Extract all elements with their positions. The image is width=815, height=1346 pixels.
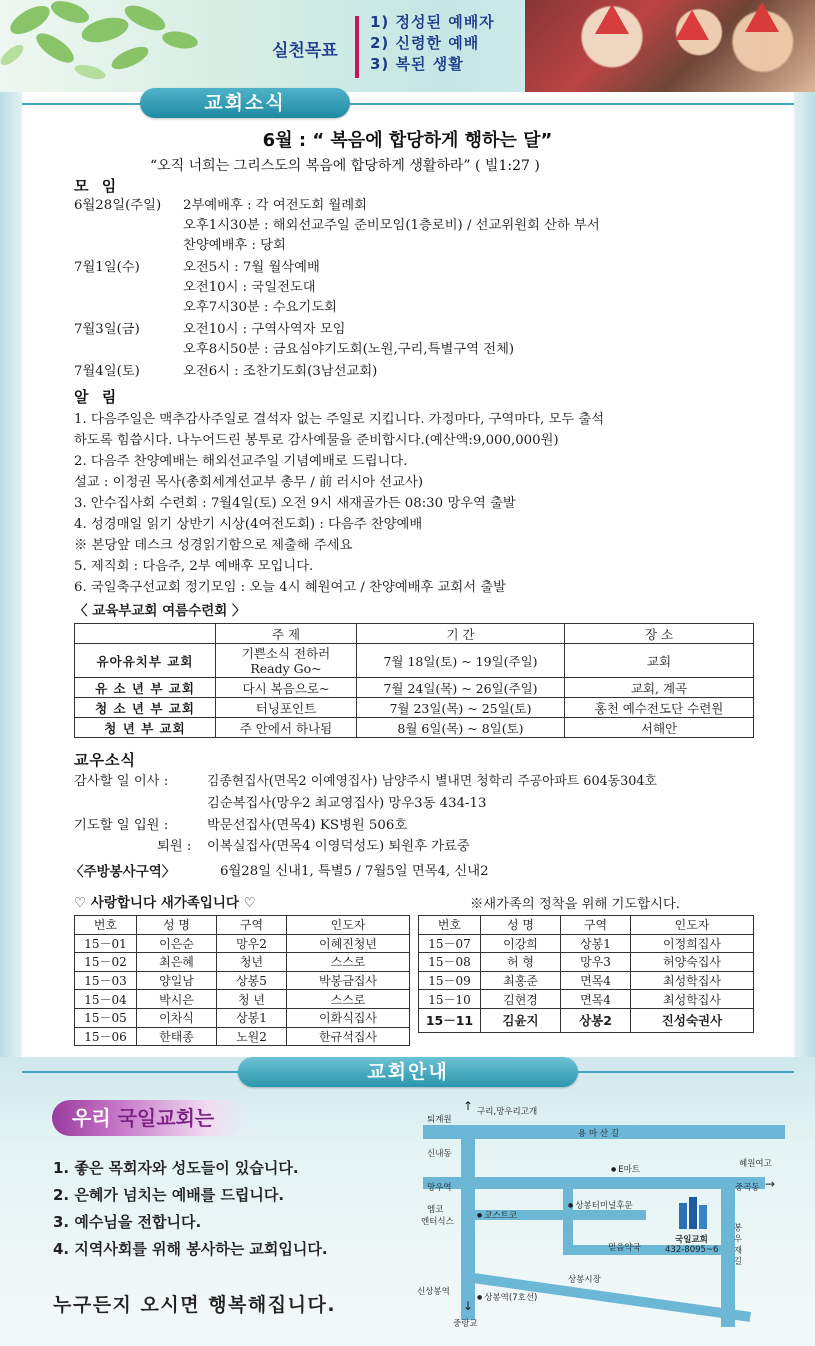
cell-guide: 진성숙권사	[631, 1008, 754, 1032]
cell-number: 15－02	[75, 953, 137, 972]
cell-guide: 허양숙집사	[631, 953, 754, 972]
table-row	[419, 990, 754, 1009]
guide-item: 4. 지역사회를 위해 봉사하는 교회입니다.	[53, 1240, 328, 1258]
meeting-text: 오후7시30분 : 수요기도회	[183, 300, 337, 315]
meeting-text: 찬양예배후 : 당회	[183, 238, 286, 253]
cell-district: 청 년	[217, 990, 287, 1009]
choir-photo	[525, 0, 815, 92]
notice-line: 설교 : 이정권 목사(총회세계선교부 총무 / 前 러시아 선교사)	[74, 475, 424, 490]
notice-line: 2. 다음주 찬양예배는 해외선교주일 기념예배로 드립니다.	[74, 454, 408, 469]
map-label-terminal: ● 상봉터미널후문	[568, 1199, 633, 1211]
member-label: 퇴원 :	[157, 839, 192, 854]
cell-guide: 이화식집사	[287, 1008, 410, 1027]
church-building-icon	[675, 1195, 711, 1231]
map-label-top-dest: 구리,망우리고개	[477, 1107, 538, 1117]
retreat-heading: 〈 교육부교회 여름수련회 〉	[74, 603, 246, 619]
cell-number: 15－08	[419, 953, 481, 972]
month-title: 6월 : “ 복음에 합당하게 행하는 달”	[262, 130, 553, 151]
church-badge	[52, 1100, 248, 1136]
santa-hat-icon	[675, 10, 709, 40]
notice-line: 하도록 힘씁시다. 나누어드린 봉투로 감사예물을 준비합시다.(예산액:9,000,000원)	[74, 433, 559, 448]
goal-list	[370, 12, 495, 75]
right-arrow-icon: →	[765, 1177, 776, 1191]
map-label-road-bongu: 봉 우 재 길	[732, 1223, 742, 1266]
cell-guide: 최성학집사	[631, 971, 754, 990]
table-header: 장 소	[565, 624, 754, 644]
table-row	[75, 953, 410, 972]
table-row	[419, 953, 754, 972]
table-header: 인도자	[287, 916, 410, 935]
header-banner	[0, 0, 815, 92]
leaves-decoration	[0, 0, 210, 92]
dept-cell: 청 소 년 부 교회	[75, 698, 216, 718]
map-label-sangbong7: ● 상봉역(7호선)	[477, 1291, 537, 1303]
table-row	[75, 990, 410, 1009]
notice-line: 6. 국일축구선교회 정기모임 : 오늘 4시 혜원여고 / 찬양예배후 교회서 출발	[74, 580, 507, 595]
cell-number: 15－03	[75, 971, 137, 990]
map-label-junggokdong: 중곡동	[735, 1183, 760, 1193]
cell-guide: 스스로	[287, 953, 410, 972]
cell-guide: 이혜진청년	[287, 934, 410, 953]
table-header: 인도자	[631, 916, 754, 935]
cell-name: 이강희	[481, 934, 561, 953]
map-label-mangu: 망우역	[427, 1183, 452, 1193]
retreat-table	[74, 623, 754, 738]
table-header-row	[75, 624, 754, 644]
table-header: 번호	[75, 916, 137, 935]
table-row	[75, 1027, 410, 1046]
kitchen-label: 〈주방봉사구역〉	[70, 864, 176, 880]
map-label-entersix: 엔터식스	[421, 1217, 454, 1227]
meeting-text: 오후8시50분 : 금요심야기도회(노원,구리,특별구역 전체)	[183, 342, 515, 357]
cell-district: 노원2	[217, 1027, 287, 1046]
cell-district: 망우3	[561, 953, 631, 972]
theme-line: Ready Go~	[250, 660, 322, 676]
cell-guide: 스스로	[287, 990, 410, 1009]
dept-cell: 유 소 년 부 교회	[75, 678, 216, 698]
guide-item: 3. 예수님을 전합니다.	[53, 1213, 202, 1231]
period-cell: 7월 23일(목) ~ 25일(토)	[357, 698, 565, 718]
member-label: 기도할 일 입원 :	[74, 818, 169, 833]
notice-line: 5. 제직회 : 다음주, 2부 예배후 모입니다.	[74, 559, 314, 574]
location-map	[413, 1095, 785, 1335]
map-label-road-yongmasan: 용 마 산 길	[578, 1129, 619, 1139]
map-label-hyewon: 혜원여고	[739, 1159, 772, 1169]
period-cell: 7월 18일(토) ~ 19일(주일)	[357, 644, 565, 678]
cell-district: 면목4	[561, 971, 631, 990]
meeting-text: 오후1시30분 : 해외선교주일 준비모임(1층로비) / 선교위원회 산하 부서	[183, 218, 600, 233]
meeting-text: 오전10시 : 구역사역자 모임	[183, 322, 346, 337]
notice-line: 1. 다음주일은 맥추감사주일로 결석자 없는 주일로 지킵니다. 가정마다, 구역마다, 모두 출석	[74, 412, 605, 427]
meeting-date: 7월1일(수)	[74, 260, 140, 275]
cell-name: 박시은	[137, 990, 217, 1009]
month-verse: “오직 너희는 그리스도의 복음에 합당하게 생활하라” ( 빌1:27 )	[150, 158, 540, 174]
table-header: 구역	[561, 916, 631, 935]
table-row	[75, 1008, 410, 1027]
table-row	[419, 971, 754, 990]
cell-district: 상봉1	[217, 1008, 287, 1027]
table-row	[75, 698, 754, 718]
dept-cell: 유아유치부 교회	[75, 644, 216, 678]
notice-line: 3. 안수집사회 수련회 : 7월4일(토) 오전 9시 새재골가든 08:30 망우역 출발	[74, 496, 516, 511]
place-cell: 서해안	[565, 718, 754, 738]
cell-name: 이은순	[137, 934, 217, 953]
member-text: 박문선집사(면목4) KS병원 506호	[207, 818, 408, 833]
guide-item: 1. 좋은 목회자와 성도들이 있습니다.	[53, 1159, 299, 1177]
up-arrow-icon: ↑	[463, 1099, 474, 1113]
map-label-costco: ● 코스트코	[477, 1209, 517, 1221]
cell-district: 상봉2	[561, 1008, 631, 1032]
notice-line: ※ 본당앞 데스크 성경읽기함으로 제출해 주세요	[74, 538, 353, 553]
cell-number: 15－04	[75, 990, 137, 1009]
table-row	[419, 1008, 754, 1032]
church-label-name: 국일교회는	[117, 1106, 215, 1130]
goal-label: 실천목표	[272, 41, 338, 61]
map-label-toegyewon: 퇴계원	[427, 1115, 452, 1125]
map-label-sinsangbong: 신상봉역	[417, 1287, 450, 1297]
table-header: 번호	[419, 916, 481, 935]
member-text: 김순복집사(망우2 최교영집사) 망우3동 434-13	[207, 796, 487, 811]
cell-number: 15－05	[75, 1008, 137, 1027]
cell-name: 한태종	[137, 1027, 217, 1046]
theme-cell	[216, 644, 357, 678]
meeting-text: 오전10시 : 국일전도대	[183, 280, 316, 295]
news-divider	[22, 103, 794, 105]
santa-hat-icon	[595, 4, 629, 34]
table-header: 기 간	[357, 624, 565, 644]
map-label-emart: ● E마트	[611, 1163, 640, 1175]
map-label-pharmacy: 믿음약국	[608, 1243, 641, 1253]
cell-district: 면목4	[561, 990, 631, 1009]
table-header-row	[419, 916, 754, 935]
member-label: 감사할 일 이사 :	[74, 774, 169, 789]
newcomers-table-left	[74, 915, 410, 1046]
table-header: 주 제	[216, 624, 357, 644]
period-cell: 8월 6일(목) ~ 8일(토)	[357, 718, 565, 738]
down-arrow-icon: ↓	[463, 1299, 474, 1313]
cell-guide: 이정희집사	[631, 934, 754, 953]
cell-number: 15－10	[419, 990, 481, 1009]
table-header	[75, 624, 216, 644]
map-label-bottom-dest: 중랑교	[453, 1319, 478, 1329]
guide-item: 2. 은혜가 넘치는 예배를 드립니다.	[53, 1186, 285, 1204]
map-label-church: 국일교회	[675, 1235, 708, 1245]
meetings-heading: 모 임	[74, 177, 121, 195]
table-header: 구역	[217, 916, 287, 935]
santa-hat-icon	[745, 2, 779, 32]
goal-item: 1) 정성된 예배자	[370, 13, 495, 31]
members-heading: 교우소식	[74, 751, 136, 769]
notice-line: 4. 성경매일 읽기 상반기 시상(4여전도회) : 다음주 찬양예배	[74, 517, 423, 532]
cell-guide: 박봉금집사	[287, 971, 410, 990]
newcomers-table-right	[418, 915, 754, 1033]
meeting-date: 7월3일(금)	[74, 322, 140, 337]
cell-guide: 한규석집사	[287, 1027, 410, 1046]
right-border	[794, 92, 815, 1057]
cell-number: 15－06	[75, 1027, 137, 1046]
cell-name: 김윤지	[481, 1008, 561, 1032]
theme-cell: 다시 복음으로~	[216, 678, 357, 698]
meeting-text: 오전5시 : 7월 월삭예배	[183, 260, 320, 275]
map-label-market: 상봉시장	[568, 1275, 601, 1285]
table-header-row	[75, 916, 410, 935]
goal-item: 2) 신령한 예배	[370, 34, 480, 52]
cell-number: 15－01	[75, 934, 137, 953]
notices-heading: 알 림	[74, 388, 121, 406]
dept-cell: 청 년 부 교회	[75, 718, 216, 738]
cell-guide: 최성학집사	[631, 990, 754, 1009]
guide-badge: 교회안내	[238, 1057, 578, 1087]
theme-cell: 터닝포인트	[216, 698, 357, 718]
left-border	[0, 92, 22, 1057]
place-cell: 교회, 계곡	[565, 678, 754, 698]
goal-item: 3) 복된 생활	[370, 55, 464, 73]
news-badge: 교회소식	[140, 88, 350, 118]
map-label-yemgo: 엠코	[427, 1205, 444, 1215]
cell-district: 상봉5	[217, 971, 287, 990]
map-label-sinnaedong: 신내동	[427, 1149, 452, 1159]
table-header: 성 명	[137, 916, 217, 935]
cell-name: 양일남	[137, 971, 217, 990]
table-row	[75, 971, 410, 990]
cell-name: 허 형	[481, 953, 561, 972]
place-cell: 홍천 예수전도단 수련원	[565, 698, 754, 718]
theme-line: 기쁜소식 전하러	[241, 645, 331, 661]
cell-number: 15－07	[419, 934, 481, 953]
kitchen-text: 6월28일 신내1, 특별5 / 7월5일 면목4, 신내2	[220, 864, 489, 879]
period-cell: 7월 24일(목) ~ 26일(주일)	[357, 678, 565, 698]
meeting-date: 7월4일(토)	[74, 364, 140, 379]
meeting-text: 2부예배후 : 각 여전도회 월례회	[183, 198, 367, 213]
cell-name: 이차식	[137, 1008, 217, 1027]
cell-district: 상봉1	[561, 934, 631, 953]
newcomers-heading: ♡ 사랑합니다 새가족입니다 ♡	[74, 895, 256, 911]
goal-divider	[355, 16, 359, 78]
cell-district: 청년	[217, 953, 287, 972]
road-vertical-left	[461, 1125, 475, 1320]
cell-district: 망우2	[217, 934, 287, 953]
church-label-prefix: 우리	[72, 1106, 118, 1130]
table-row	[75, 934, 410, 953]
member-text: 김종현집사(면목2 이예영집사) 남양주시 별내면 청학리 주공아파트 604동304호	[207, 774, 657, 789]
cell-number: 15－09	[419, 971, 481, 990]
table-row	[75, 644, 754, 678]
meeting-text: 오전6시 : 조찬기도회(3남선교회)	[183, 364, 378, 379]
meeting-date: 6월28일(주일)	[74, 198, 162, 213]
cell-number: 15－11	[419, 1008, 481, 1032]
table-row	[75, 678, 754, 698]
cell-name: 최은혜	[137, 953, 217, 972]
newcomers-note: ※새가족의 정착을 위해 기도합시다.	[470, 897, 681, 912]
member-text: 이복실집사(면목4 이영덕성도) 퇴원후 가료중	[207, 839, 470, 854]
cell-name: 김현경	[481, 990, 561, 1009]
theme-cell: 주 안에서 하나됨	[216, 718, 357, 738]
place-cell: 교회	[565, 644, 754, 678]
table-row	[419, 934, 754, 953]
cell-name: 최홍준	[481, 971, 561, 990]
guide-final: 누구든지 오시면 행복해집니다.	[53, 1294, 337, 1316]
map-label-phone: 432-8095~6	[665, 1245, 719, 1255]
table-header: 성 명	[481, 916, 561, 935]
table-row	[75, 718, 754, 738]
